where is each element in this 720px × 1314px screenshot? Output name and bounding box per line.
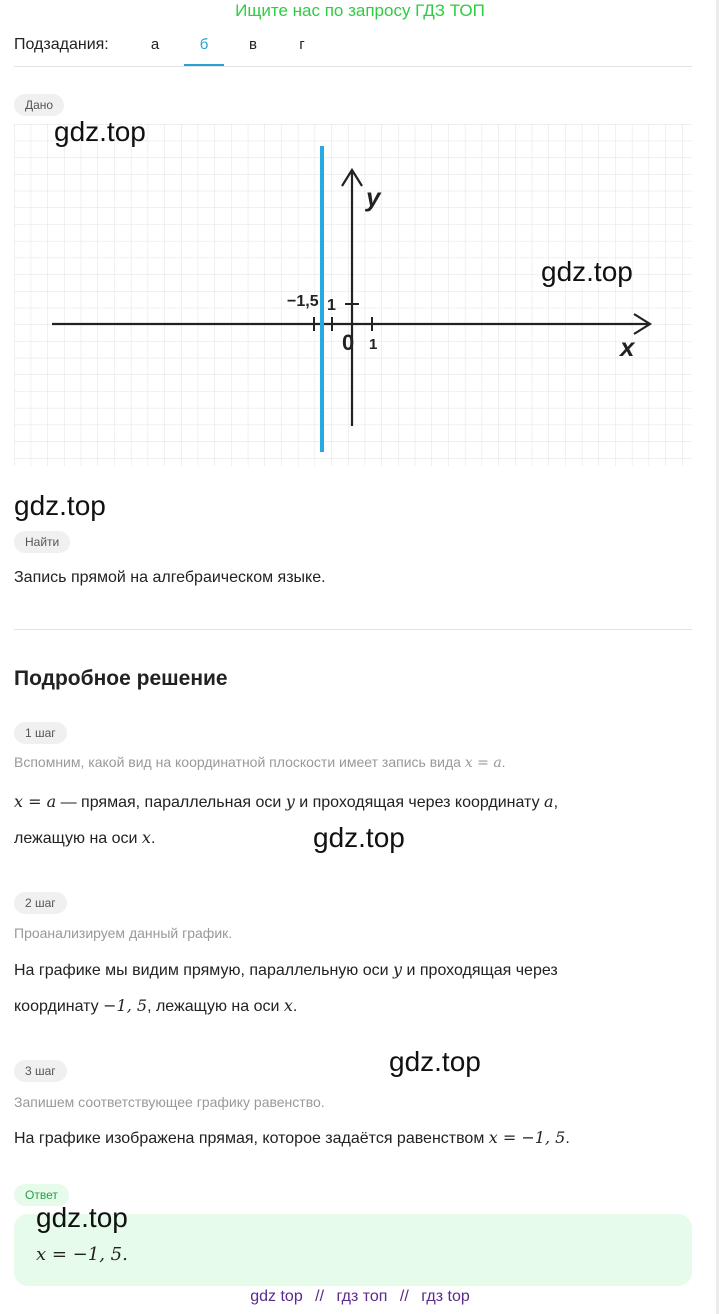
search-banner: Ищите нас по запросу ГДЗ ТОП [235,1,485,20]
watermark: gdz.top [389,1046,481,1077]
origin-label: 0 [342,330,355,355]
step-text-line: x = a — прямая, параллельная оси y и проходящая через координату a, [14,792,559,811]
footer-links [0,1288,720,1306]
footer-separator: // [315,1288,325,1305]
step-text-line: На графике изображена прямая, которое задаётся равенством x = −1, 5. [14,1128,570,1147]
divider [14,66,692,67]
y-axis-label: y [366,182,381,212]
step-text-line: На графике мы видим прямую, параллельную оси y и проходящая через [14,960,558,979]
footer-link[interactable]: гдз топ [336,1288,388,1305]
step-badge: 3 шаг [14,1060,67,1082]
x-tick-label: 1 [369,336,378,353]
answer-badge: Ответ [14,1184,69,1206]
step-text-line: координату −1, 5, лежащую на оси x. [14,996,298,1015]
divider [14,629,692,630]
step-badge: 2 шаг [14,892,67,914]
subtasks-label: Подзадания: [14,36,109,53]
watermark: gdz.top [54,116,146,147]
step-text-line: лежащую на оси x. [14,828,156,847]
given-badge: Дано [14,94,64,116]
x-axis-label: x [620,332,635,362]
step-hint: Проанализируем данный график. [14,925,233,941]
answer-value: x = −1, 5. [36,1244,128,1265]
footer-link[interactable]: гдз top [421,1288,470,1305]
coordinate-graph [14,124,692,466]
footer-link[interactable]: gdz top [250,1288,303,1305]
find-text: Запись прямой на алгебраическом языке. [14,569,326,586]
step-hint: Запишем соответствующее графику равенство. [14,1094,325,1110]
line-value-label: −1,5 [287,293,319,310]
step-hint: Вспомним, какой вид на координатной плоскости имеет запись вида x = a. [14,754,506,771]
y-tick-label: 1 [327,297,336,314]
tab-v[interactable]: в [249,36,257,53]
solution-title: Подробное решение [14,667,228,690]
tab-b[interactable]: б [199,36,209,53]
watermark: gdz.top [14,490,106,521]
tab-g[interactable]: г [299,36,305,53]
watermark: gdz.top [313,822,405,853]
scrollbar[interactable] [716,0,719,1314]
tab-a[interactable]: а [150,36,160,53]
find-badge: Найти [14,531,70,553]
watermark: gdz.top [36,1202,128,1233]
footer-separator: // [399,1288,409,1305]
step-badge: 1 шаг [14,722,67,744]
watermark: gdz.top [541,256,633,287]
